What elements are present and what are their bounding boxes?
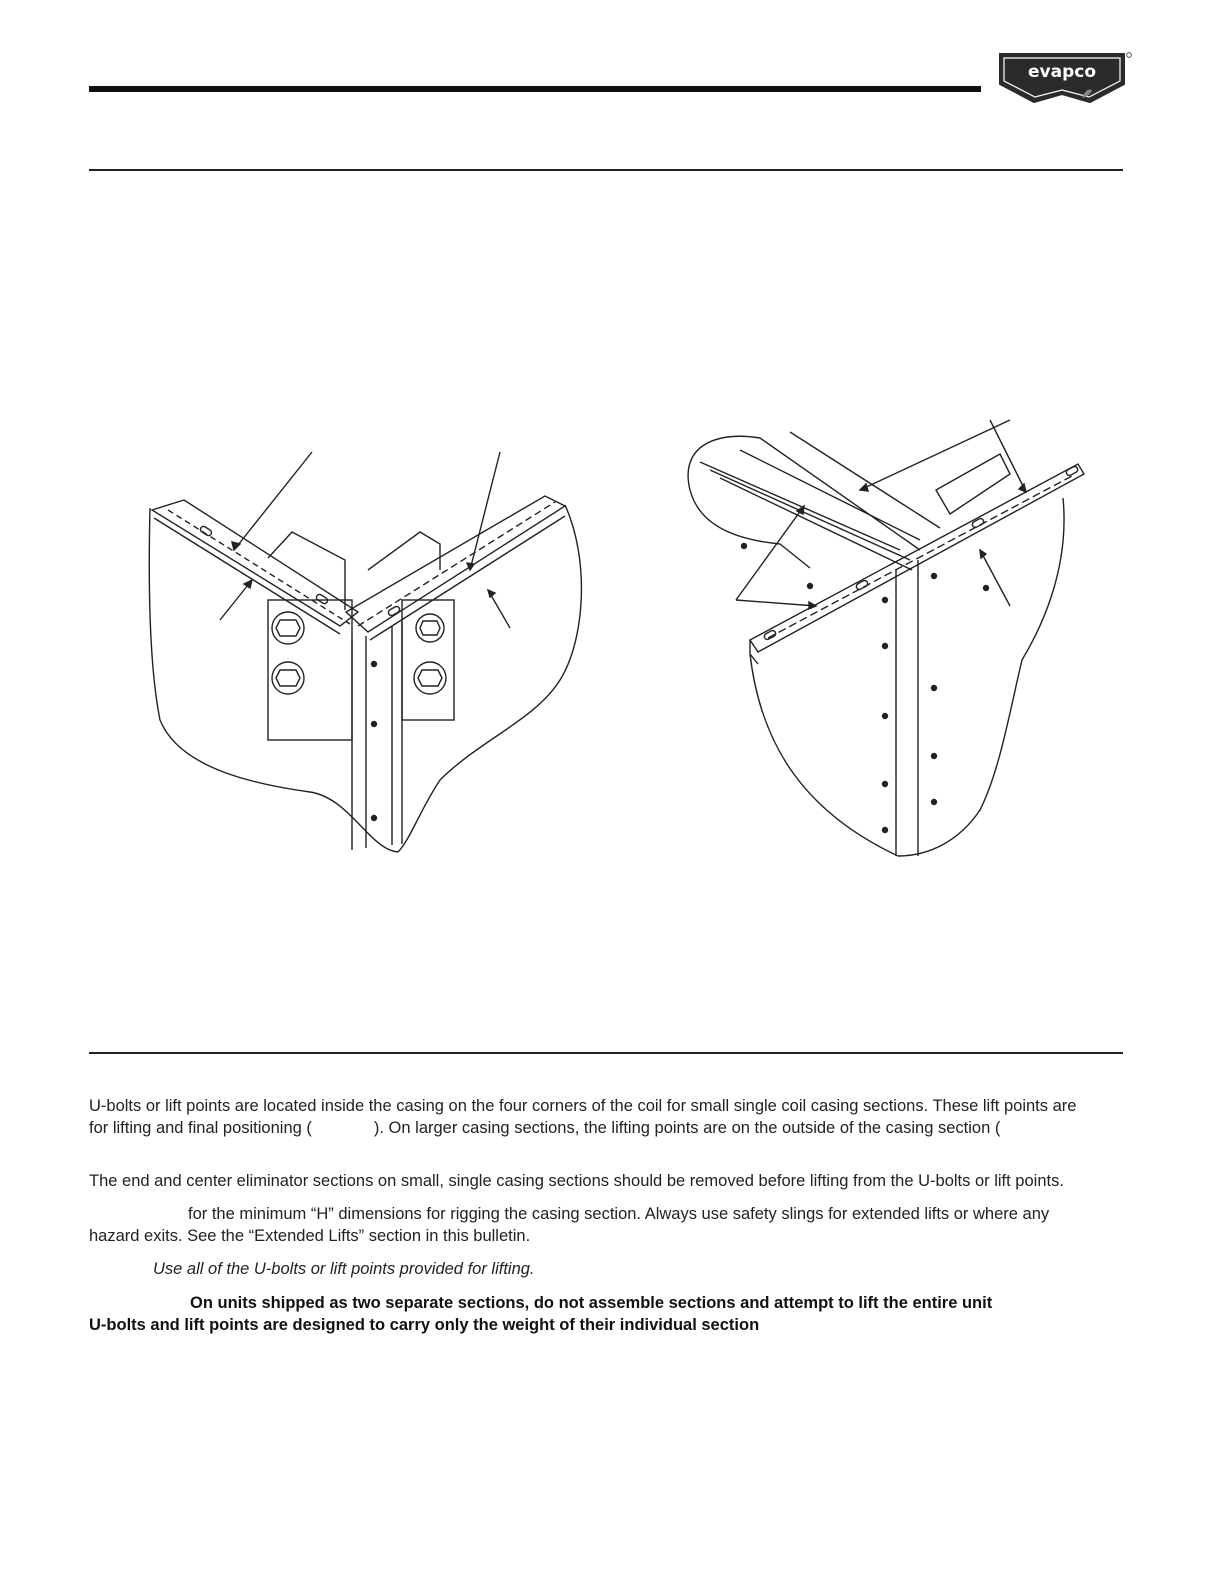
header-rule: [89, 86, 981, 92]
eliminator-removal-paragraph: The end and center eliminator sections on small, single casing sections should be removed before lifting from the U-bolts or lift points.: [89, 1172, 1064, 1190]
section-rule-top: [89, 169, 1123, 171]
p5-line2: U-bolts and lift points are designed to carry only the weight of their individual section: [89, 1316, 760, 1334]
p3-line1: for the minimum “H” dimensions for rigging the casing section. Always use safety slings for extended lifts or where any: [188, 1205, 1050, 1223]
external-lift-point-illustration: [680, 410, 1100, 870]
p3-line2: hazard exits. See the “Extended Lifts” section in this bulletin.: [89, 1227, 531, 1245]
logo-text: evapco: [1027, 62, 1097, 82]
p5-line1: On units shipped as two separate sections, do not assemble sections and attempt to lift the entire unit: [190, 1294, 993, 1312]
use-all-lift-points-note: Use all of the U-bolts or lift points provided for lifting.: [153, 1260, 535, 1278]
rigging-dimensions-paragraph: [89, 1203, 1089, 1247]
two-section-warning: [89, 1292, 1089, 1336]
evapco-logo: [996, 50, 1132, 106]
ubolt-corner-illustration: [140, 440, 590, 860]
p1-line2-b: ). On larger casing sections, the lifting points are on the outside of the casing section (: [373, 1119, 1001, 1137]
ubolt-location-paragraph: [89, 1095, 1123, 1139]
p1-line1: U-bolts or lift points are located inside the casing on the four corners of the coil for small single coil casing sections. These lift points are: [89, 1097, 1077, 1115]
section-rule-bottom: [89, 1052, 1123, 1054]
p1-line2-a: for lifting and final positioning (: [89, 1119, 312, 1137]
